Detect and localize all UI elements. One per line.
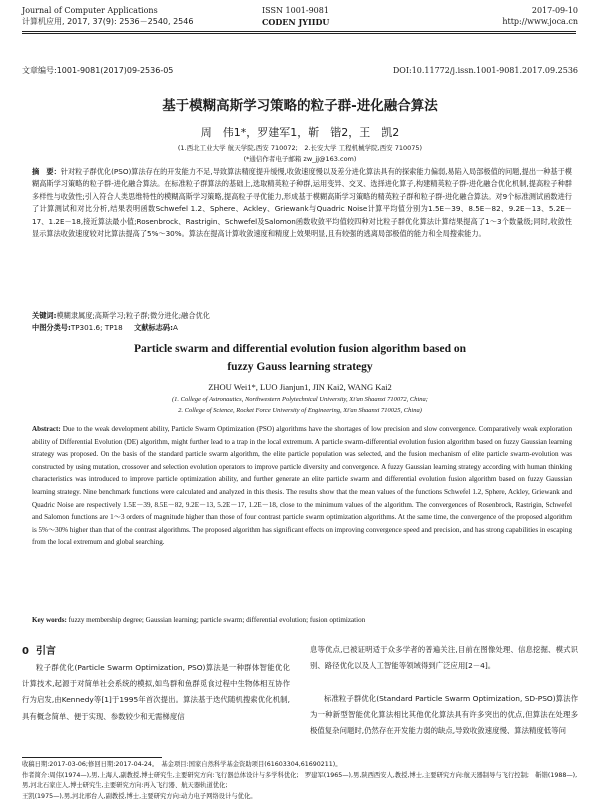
doc-code-value: A [172, 323, 178, 332]
title-english-line2: fuzzy Gauss learning strategy [227, 361, 373, 373]
title-chinese: 基于模糊高斯学习策略的粒子群-进化融合算法 [162, 98, 438, 114]
doi[interactable]: DOI:10.11772/j.issn.1001-9081.2017.09.2536 [392, 66, 578, 75]
abstract-text-chinese: 针对粒子群优化(PSO)算法存在的开发能力不足,导致算法精度提升缓慢,收敛速度慢以及差分进化算法具有的探索能力偏弱,易陷入局部极值的问题,提出一种基于模糊高斯学习策略的粒子群-进化融合算法。在标准粒子群算法的基础上,选取精英粒子种群,运用变异、交叉、选择进化算子,构建精英粒子群-进化融合优化机制,提高粒子种群多样性与收敛性;引入符合人类思维特性的模糊高斯学习策略,提高粒子寻优能力,形成基于模糊高斯学习策略的精英粒子群和粒子群-进化融合算法。对9个标准测试函数进行了计算测试和对比分析,结果表明函数Schwefel 1.2、Sphere、Ackley、Griewank与Quadric Noise计算平均值分别为1.5E－39、8.5E－82、9.2E－13、5.2E－17、1.2E－18,接近算法最小值;Rosenbrock、Rastrigin、Schwefel及Salomon函数收敛平均值较四种对比粒子群优化算法计算结果提高了1～3个数量级;同时,收敛性显示算法收敛速度较对比算法提高了5%～30%。算法在提高计算收敛速度和精度上效果明显,且有较强的逃离局部极值的能力和全局搜索能力。 [32, 167, 572, 239]
classification-line [32, 322, 572, 334]
keywords-text-english: fuzzy membership degree; Gaussian learning; particle swarm; differential evolution; fusion optimization [68, 616, 366, 624]
footnote-received: 收稿日期:2017-03-06;修回日期:2017-04-24。 基金项目:国家自然科学基金资助项目(61603304,61690211)。 [22, 761, 342, 768]
clc-value: TP301.6; TP18 [70, 323, 123, 332]
section-number: 0 [22, 646, 29, 657]
affiliation-english-2: 2. College of Science, Rocket Force University of Engineering, Xi'an Shaanxi 710025, China) [178, 407, 422, 414]
authors-chinese: 周 伟1*，罗建军1，靳 锴2，王 凯2 [200, 126, 400, 139]
affiliation-english-1: (1. College of Astronautics, Northwestern Polytechnical University, Xi'an Shaanxi 710072, China; [172, 396, 428, 403]
journal-name: Journal of Computer Applications [22, 6, 158, 15]
intro-right-column-p1: 息等优点,已被证明适于众多学者的普遍关注,目前在图像处理、信息挖掘、模式识别、路径优化以及人工智能等领域得到广泛应用[2－4]。 [310, 645, 578, 671]
intro-left-column: 粒子群优化(Particle Swarm Optimization, PSO)算法是一种群体智能优化计算技术,起源于对简单社会系统的模拟,如鸟群和鱼群觅食过程中生物体相互协作行为启发,由Kennedy等[1]于1995年首次提出。算法基于迭代随机搜索优化机制,具有概念简单、便于实现、参数较少和无需梯度信 [22, 663, 290, 721]
abstract-text-english: Due to the weak development ability, Particle Swarm Optimization (PSO) algorithms have the shortages of low precision and slow convergence. Comparatively weak exploration ability of Differential Evolution (DE) algorithm, might further lead to a trap in the local extremum. A particle swarm-differential evolution fusion algorithm based on fuzzy Gaussian learning strategy was proposed. On the basis of the standard particle swarm algorithm, the elite particle population was selected, and the fusion mechanism of elite particle swarm-evolution was constructed by using mutation, crossover and selection evolution operators to improve particle diversity and convergence. A fuzzy Gaussian learning strategy according with human thinking characteristics was introduced to improve particle optimization ability, and further generate an elite particle swarm and differential evolution fusion algorithm based on fuzzy Gaussian learning strategy. Nine benchmark functions were calculated and analyzed in this thesis. The results show that the mean values of the functions Schwefel 1.2, Sphere, Ackley, Griewank and Quadric Noise are respectively 1.5E－39, 8.5E－82, 9.2E－13, 5.2E－17, 1.2E－18, close to the minimum values of the algorithm. The convergences of Rosenbrock, Rastrigin, Schwefel and Salomon functions are 1～3 orders of magnitude higher than those of four contrast particle swarm optimization algorithms. At the same time, the convergence of the proposed algorithm is 5%～30% higher than that of the contrast algorithms. The proposed algorithm has significant effects on improving convergence speed and precision, and has strong capabilities in escaping from the local extremum and global searching. [32, 425, 572, 547]
abstract-label-english: Abstract: [32, 425, 61, 433]
corresponding-email: (*通信作者电子邮箱 zw_jj@163.com) [243, 155, 357, 163]
keywords-label-english: Key words: [32, 616, 67, 624]
header-rule-2 [22, 33, 576, 34]
abstract-english [32, 423, 572, 549]
keywords-label-chinese: 关键词: [32, 311, 57, 320]
doc-code-label: 文献标志码: [134, 323, 173, 332]
article-number: 文章编号:1001-9081(2017)09-2536-05 [22, 66, 174, 75]
section-title: 引言 [35, 646, 56, 657]
keywords-text-chinese: 模糊隶属度;高斯学习;粒子群;微分进化;融合优化 [56, 311, 210, 320]
intro-right-column-p2: 标准粒子群优化(Standard Particle Swarm Optimization, SD-PSO)算法作为一种新型智能优化算法相比其他优化算法具有许多突出的优点,但算法在处理多极值复杂问题时,仍然存在开发能力弱的缺点,导致收敛速度慢、算法精度低等问 [310, 694, 578, 736]
clc-label: 中图分类号: [32, 323, 71, 332]
coden: CODEN JYIIDU [262, 17, 330, 27]
keywords-chinese [32, 310, 572, 322]
keywords-english [32, 614, 572, 627]
journal-citation: 计算机应用, 2017, 37(9): 2536－2540, 2546 [22, 17, 194, 26]
footnote-bio-2: 王凯(1975—),男,河北邢台人,副教授,博士,主要研究方向:动力电子网络设计与优化。 [22, 793, 257, 800]
section-heading [22, 642, 56, 657]
header-rule [22, 31, 576, 32]
abstract-chinese [32, 166, 572, 240]
title-english-line1: Particle swarm and differential evolution fusion algorithm based on [133, 343, 466, 355]
authors-english: ZHOU Wei1*, LUO Jianjun1, JIN Kai2, WANG Kai2 [208, 382, 392, 392]
issue-date: 2017-09-10 [531, 6, 578, 15]
affiliation-chinese: (1.西北工业大学 航天学院,西安 710072; 2.长安大学 工程机械学院,西安 710075) [177, 144, 423, 152]
abstract-label-chinese: 摘 要： [32, 167, 61, 176]
footnote-bio-1: 作者简介:周伟(1974—),男,上海人,副教授,博士研究生,主要研究方向:飞行器总体设计与多学科优化; 罗建军(1965—),男,陕西西安人,教授,博士,主要研究方向:航天器制导与飞行控制; 靳锴(1988—),男,河北石家庄人,博士研究生,主要研究方向:再入飞行器、航天器轨道优化; [22, 772, 578, 790]
issn: ISSN 1001-9081 [262, 6, 329, 15]
footnote-rule [22, 757, 162, 758]
journal-url[interactable]: http://www.joca.cn [502, 17, 578, 26]
